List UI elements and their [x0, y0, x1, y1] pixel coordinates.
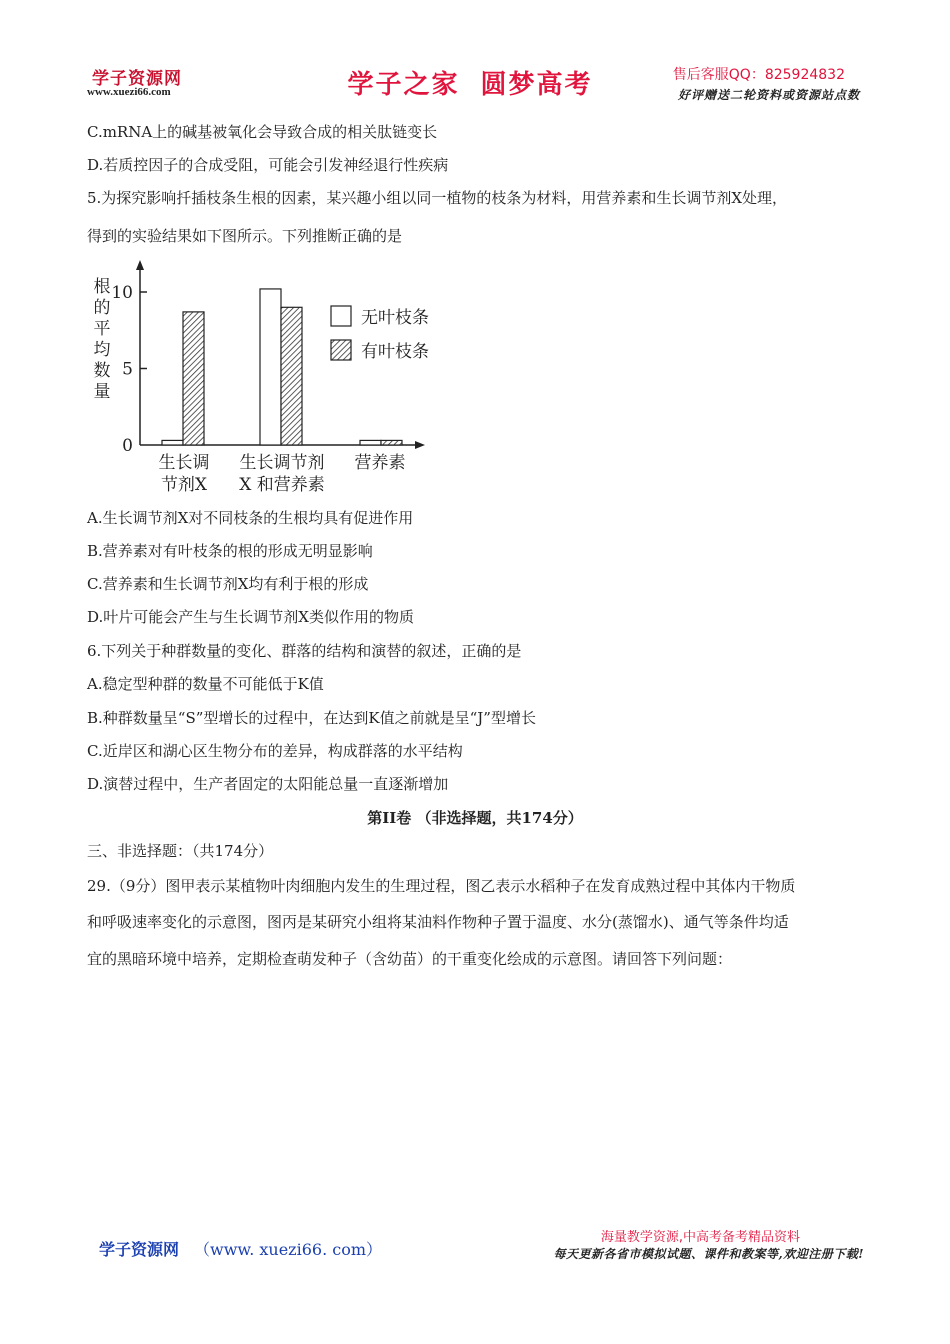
y-tick-label: 0 [122, 436, 133, 456]
legend-label: 无叶枝条 [361, 308, 429, 328]
q5-stem-line1: 5.为探究影响扦插枝条生根的因素，某兴趣小组以同一植物的枝条为材料，用营养素和生长调节剂X处理， [87, 189, 787, 207]
q5-option-b: B.营养素对有叶枝条的根的形成无明显影响 [87, 542, 373, 560]
footer-right-bottom: 每天更新各省市模拟试题、课件和教案等,欢迎注册下载! [553, 1247, 864, 1261]
y-axis-title: 根的平均数量 [93, 277, 111, 402]
footer-url[interactable]: （www. xuezi66. com） [194, 1240, 383, 1259]
q6-option-a: A.稳定型种群的数量不可能低于K值 [87, 675, 324, 693]
y-axis-label [94, 276, 111, 402]
bar-with-leaf-3 [381, 440, 402, 445]
q5-option-d: D.叶片可能会产生与生长调节剂X类似作用的物质 [87, 608, 414, 626]
q29-line3: 宜的黑暗环境中培养，定期检查萌发种子（含幼苗）的干重变化绘成的示意图。请回答下列问题： [87, 950, 733, 968]
q6-option-c: C.近岸区和湖心区生物分布的差异，构成群落的水平结构 [87, 742, 463, 760]
footer-right-top: 海量教学资源,中高考备考精品资料 [600, 1230, 800, 1245]
header-service: 售后客服QQ：825924832 [672, 67, 845, 83]
y-tick-label: 5 [122, 359, 133, 380]
header-logo-url[interactable]: www.xuezi66.com [87, 86, 171, 98]
footer-logo-text: 学子资源网 [99, 1240, 180, 1259]
q5-option-a: A.生长调节剂X对不同枝条的生根均具有促进作用 [87, 509, 414, 527]
q4-option-d: D.若质控因子的合成受阻，可能会引发神经退行性疾病 [87, 156, 449, 174]
slogan-left: 学子之家 [347, 70, 460, 100]
bar-with-leaf-2 [281, 307, 302, 445]
x-category-label-line1: 营养素 [354, 453, 406, 473]
y-axis-arrow [136, 260, 144, 270]
slogan-right: 圆梦高考 [480, 70, 593, 100]
x-category-label-line1: 生长调 [158, 453, 210, 473]
q6-stem: 6.下列关于种群数量的变化、群落的结构和演替的叙述，正确的是 [87, 642, 522, 660]
bar-with-leaf-1 [183, 312, 204, 445]
bar-no-leaf-3 [360, 440, 381, 445]
legend-swatch [331, 340, 351, 360]
part2-title: 第II卷 （非选择题，共174分） [367, 809, 583, 827]
x-axis-arrow [415, 441, 425, 449]
y-tick-label: 10 [111, 283, 133, 303]
q29-line2: 和呼吸速率变化的示意图，图丙是某研究小组将某油料作物种子置于温度、水分(蒸馏水)、通气等条件均适 [87, 913, 789, 931]
bar-no-leaf-1 [162, 440, 183, 445]
header-logo-text: 学子资源网 [92, 69, 182, 89]
legend-label: 有叶枝条 [361, 342, 429, 362]
x-category-label-line2: 节剂X [160, 475, 208, 495]
section3-heading: 三、非选择题：（共174分） [87, 842, 274, 860]
x-category-label-line1: 生长调节剂 [239, 453, 325, 473]
header-tagline: 好评赠送二轮资料或资源站点数 [677, 88, 860, 102]
q6-option-d: D.演替过程中，生产者固定的太阳能总量一直逐渐增加 [87, 775, 449, 793]
legend-swatch [331, 306, 351, 326]
q29-line1: 29.（9分）图甲表示某植物叶肉细胞内发生的生理过程，图乙表示水稻种子在发育成熟过程中其体内干物质 [87, 877, 796, 895]
q6-option-b: B.种群数量呈“S”型增长的过程中，在达到K值之前就是呈“J”型增长 [87, 709, 536, 727]
bar-no-leaf-2 [260, 289, 281, 445]
q5-option-c: C.营养素和生长调节剂X均有利于根的形成 [87, 575, 369, 593]
x-category-label-line2: X 和营养素 [239, 475, 325, 495]
q5-stem-line2: 得到的实验结果如下图所示。下列推断正确的是 [87, 227, 403, 245]
q5-bar-chart [88, 258, 468, 498]
q4-option-c: C.mRNA上的碱基被氧化会导致合成的相关肽链变长 [87, 123, 438, 141]
